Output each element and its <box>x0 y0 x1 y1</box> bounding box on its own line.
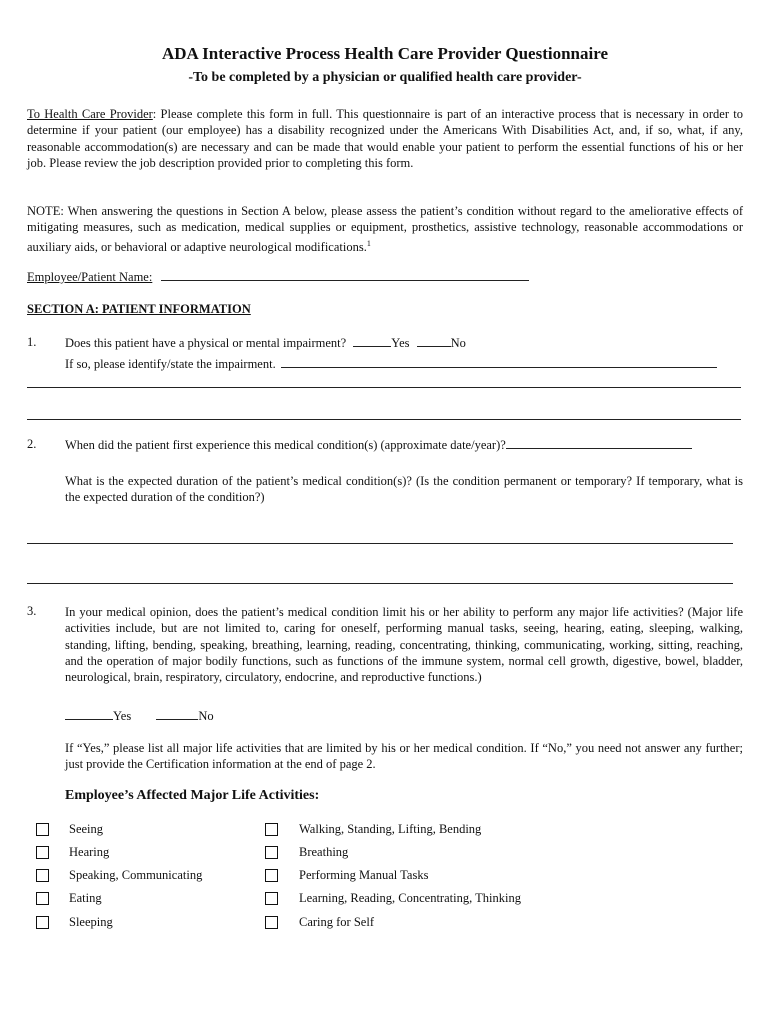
q1-yes-label: Yes <box>391 336 410 350</box>
footnote-marker: 1 <box>366 238 371 248</box>
q1-text: Does this patient have a physical or mental impairment? <box>65 336 347 350</box>
q3-no-field[interactable] <box>156 708 198 720</box>
note-paragraph <box>27 203 743 255</box>
activity-label-walking: Walking, Standing, Lifting, Bending <box>299 822 482 836</box>
q2-followup: What is the expected duration of the patient’s medical condition(s)? (Is the condition permanent or temporary? If temporary, what is the expected duration of the condition?) <box>65 474 743 505</box>
q1-followup-text: If so, please identify/state the impairment. <box>65 357 276 371</box>
q3-yes-field[interactable] <box>65 708 113 720</box>
employee-name-field[interactable] <box>161 269 529 281</box>
checkbox-speaking[interactable] <box>36 869 49 882</box>
checkbox-walking[interactable] <box>265 823 278 836</box>
q3-no-label: No <box>198 709 214 723</box>
intro-paragraph <box>27 106 743 171</box>
activity-label-manual-tasks: Performing Manual Tasks <box>299 868 429 882</box>
note-text: NOTE: When answering the questions in Section A below, please assess the patient’s condition without regard to the ameliorative effects of mitigating measures, such as medication, medical supplies or equipment, prosthetics, assistive technology, reasonable accommodations or auxiliary aids, or behavioral or adaptive neurological modifications. <box>27 204 743 254</box>
employee-name-label: Employee/Patient Name: <box>27 270 153 284</box>
checkbox-breathing[interactable] <box>265 846 278 859</box>
q2-date-field[interactable] <box>506 437 692 449</box>
q1-row <box>65 335 466 351</box>
q1-no-field[interactable] <box>417 335 451 347</box>
q2-answer-line-2[interactable] <box>27 583 733 584</box>
checkbox-manual-tasks[interactable] <box>265 869 278 882</box>
q1-impairment-field[interactable] <box>281 356 717 368</box>
checkbox-learning[interactable] <box>265 892 278 905</box>
q1-number: 1. <box>27 335 37 349</box>
activity-label-breathing: Breathing <box>299 845 349 859</box>
activity-label-hearing: Hearing <box>69 845 110 859</box>
q2-number: 2. <box>27 437 37 451</box>
q3-yes-label: Yes <box>113 709 132 723</box>
q2-text: When did the patient first experience this medical condition(s) (approximate date/year)? <box>65 438 506 452</box>
checkbox-sleeping[interactable] <box>36 916 49 929</box>
q3-text: In your medical opinion, does the patient’s medical condition limit his or her ability to perform any major life activities? (Major life activities include, but are not limited to, caring for oneself, performing manual tasks, seeing, hearing, eating, sleeping, walking, standing, lifting, bending, speaking, breathing, learning, reading, concentrating, thinking, communicating, working, sitting, reaching, and the operation of major bodily functions, such as functions of the immune system, normal cell growth, digestive, bowel, bladder, neurological, brain, respiratory, circulatory, endocrine, and reproductive functions.) <box>65 605 743 685</box>
q3-number: 3. <box>27 604 37 618</box>
checkbox-eating[interactable] <box>36 892 49 905</box>
q1-answer-line-1[interactable] <box>27 387 741 388</box>
checkbox-caring-for-self[interactable] <box>265 916 278 929</box>
activity-label-seeing: Seeing <box>69 822 104 836</box>
q1-answer-line-2[interactable] <box>27 419 741 420</box>
intro-text: : Please complete this form in full. This questionnaire is part of an interactive process that is necessary in order to determine if your patient (our employee) has a disability recognized under the Americans With Disabilities Act, and, if so, what, if any, reasonable accommodation(s) are necessary and can be made that would enable your patient to perform the essential functions of his or her job. Please review the job description provided prior to completing this form. <box>27 107 743 170</box>
section-a-title: SECTION A: PATIENT INFORMATION <box>27 302 251 316</box>
checkbox-hearing[interactable] <box>36 846 49 859</box>
form-title: ADA Interactive Process Health Care Provider Questionnaire <box>161 44 609 63</box>
employee-name-row <box>27 269 529 285</box>
q2-row <box>65 437 692 453</box>
activity-label-sleeping: Sleeping <box>69 915 113 929</box>
q2-answer-line-1[interactable] <box>27 543 733 544</box>
activity-label-learning: Learning, Reading, Concentrating, Thinking <box>299 891 521 905</box>
checkbox-seeing[interactable] <box>36 823 49 836</box>
intro-label: To Health Care Provider <box>27 107 153 121</box>
activity-label-speaking: Speaking, Communicating <box>69 868 203 882</box>
activity-label-caring-for-self: Caring for Self <box>299 915 374 929</box>
form-subtitle: -To be completed by a physician or qualified health care provider- <box>188 70 582 85</box>
q1-no-label: No <box>450 336 466 350</box>
q3-instructions: If “Yes,” please list all major life activities that are limited by his or her medical condition. If “No,” you need not answer any further; just provide the Certification information at the end of page 2. <box>65 741 743 772</box>
q3-yes-no-row <box>65 708 214 724</box>
q1-yes-field[interactable] <box>353 335 391 347</box>
q1-followup-row <box>65 356 717 372</box>
activities-heading: Employee’s Affected Major Life Activities: <box>65 788 320 803</box>
activity-label-eating: Eating <box>69 891 102 905</box>
